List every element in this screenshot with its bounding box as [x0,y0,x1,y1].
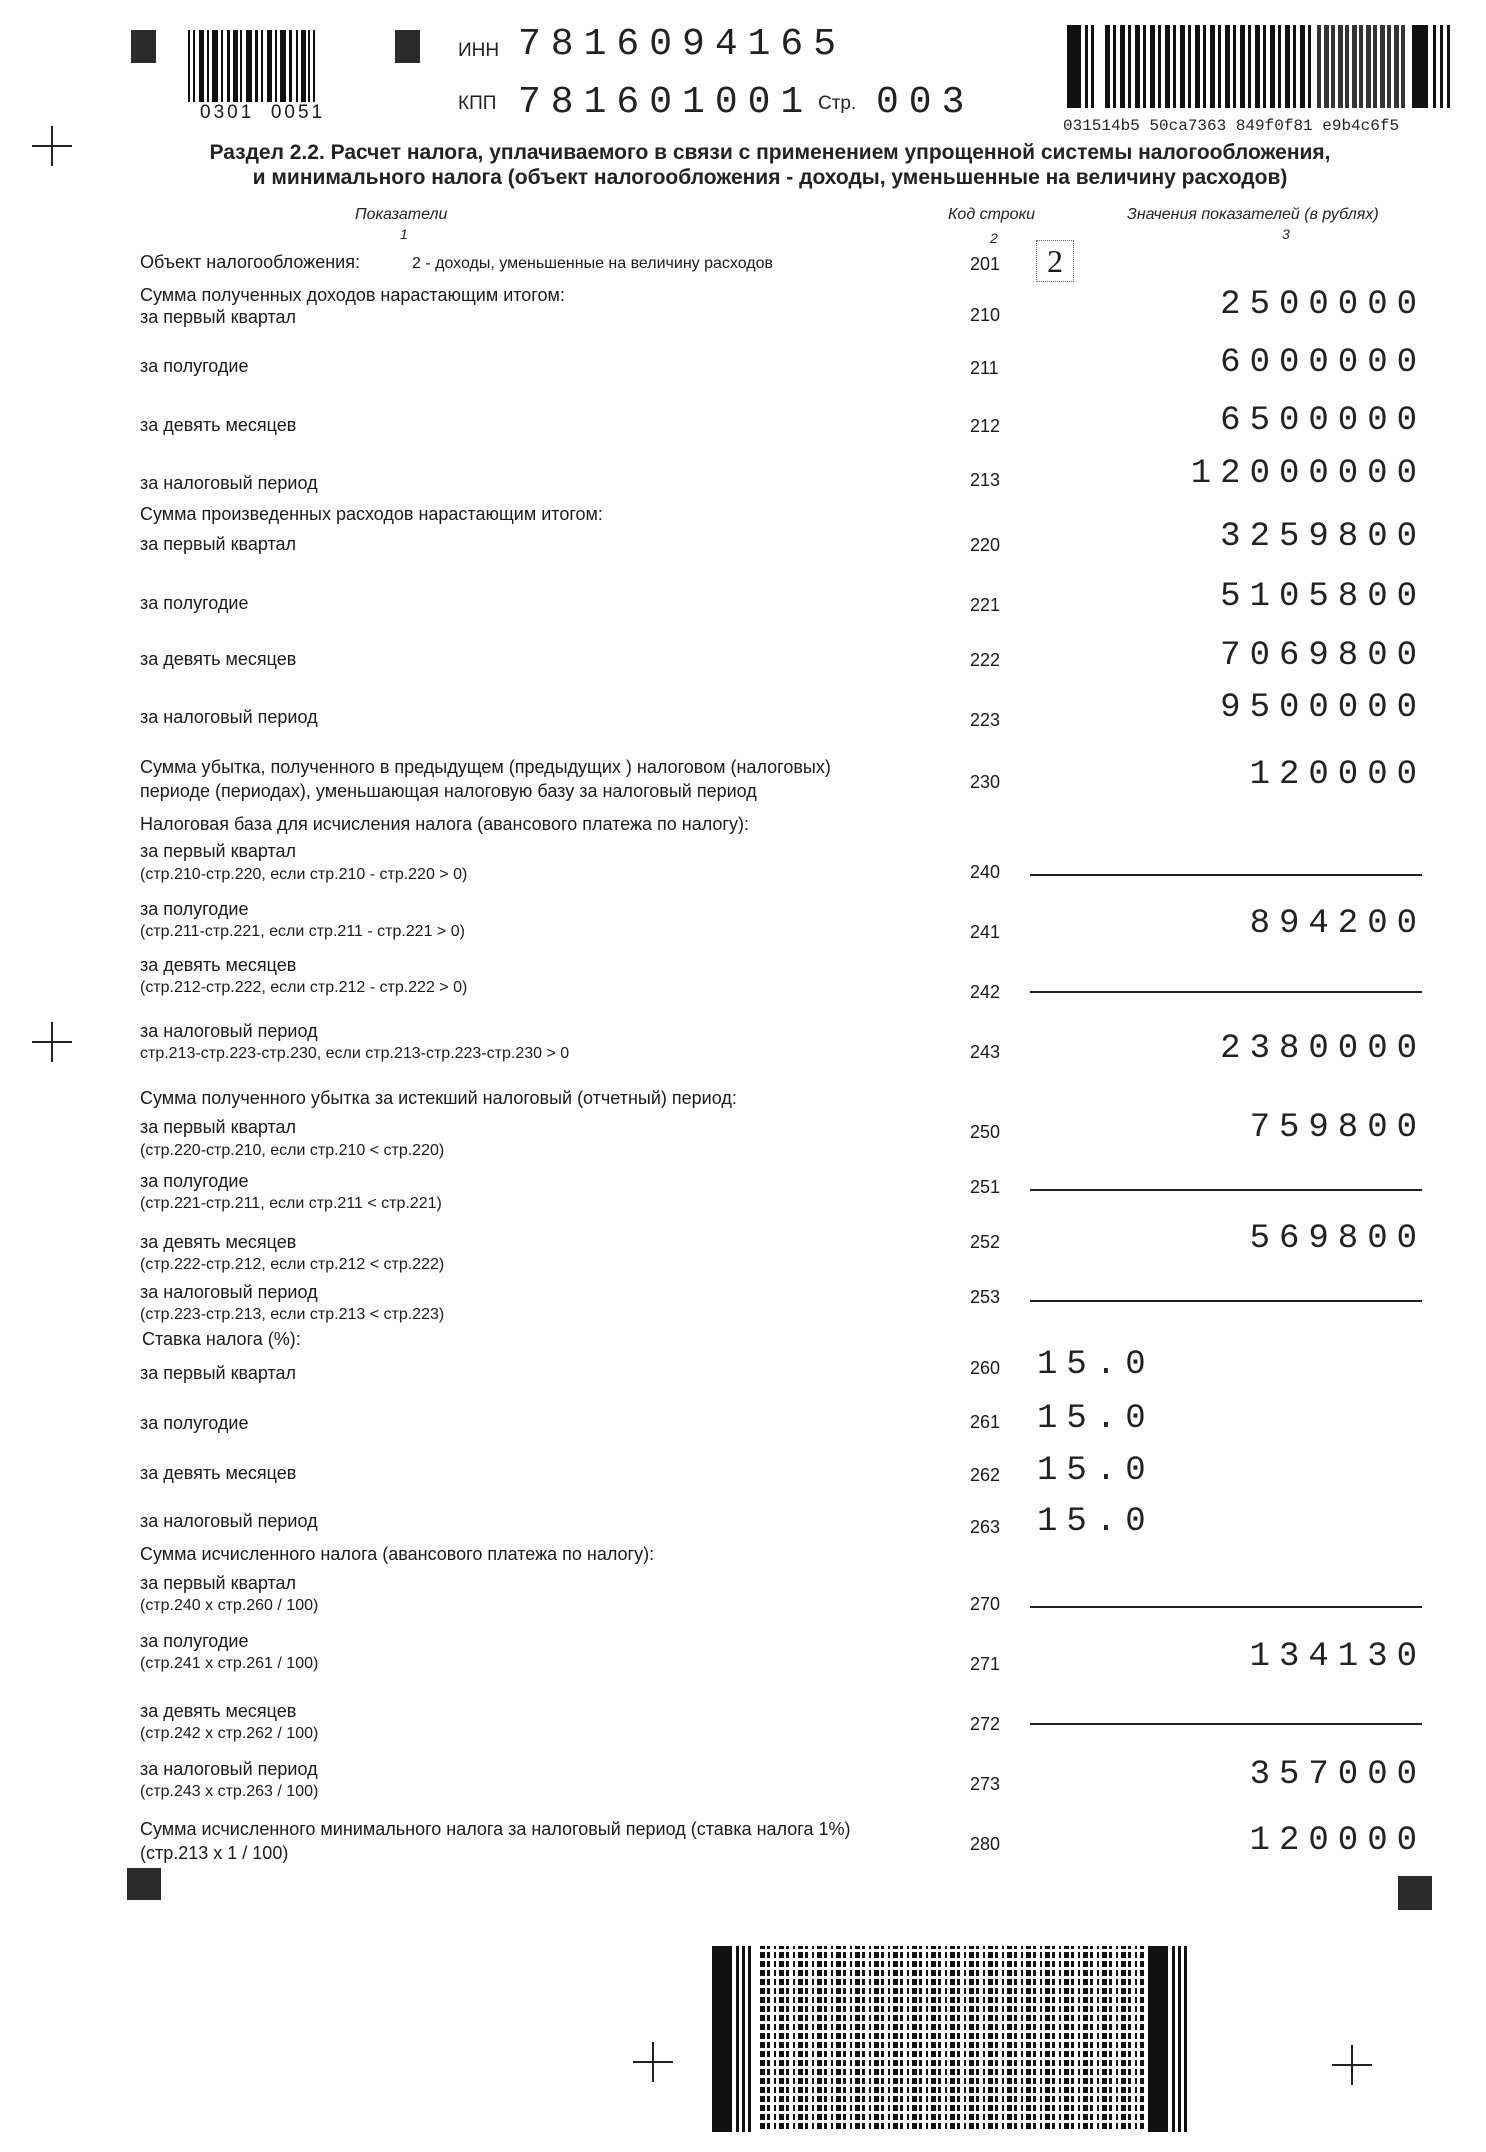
rate-row-label: за первый квартал [140,1363,297,1383]
row-code-250: 250 [970,1122,1001,1142]
crosshair-mark-mid-left [32,1022,72,1062]
crosshair-mark-bottom-mid [633,2042,673,2082]
barcode-number: 0301 0051 [200,102,326,123]
column-header-values: Значения показателей (в рублях) [1127,206,1379,223]
row-code-212: 212 [970,416,1001,436]
section-title-line1: Раздел 2.2. Расчет налога, уплачиваемого в связи с применением упрощенной системы налогообложения, [209,141,1331,164]
tax-base-row-label: за девять месяцев [140,955,297,975]
expenses-row-label: за полугодие [140,593,249,613]
row-code-260: 260 [970,1358,1001,1378]
row-code-221: 221 [970,595,1001,615]
tax-base-row-formula: (стр.212-стр.222, если стр.212 - стр.222 > 0) [140,979,468,996]
row-code-241: 241 [970,922,1001,942]
tax-base-row-formula: (стр.210-стр.220, если стр.210 - стр.220 > 0) [140,866,468,883]
row-code-240: 240 [970,862,1001,882]
row-code-261: 261 [970,1412,1001,1432]
rate-row-label: за девять месяцев [140,1463,297,1483]
expenses-h1-value[interactable]: 5105800 [1220,578,1426,616]
registration-mark-bottom-left [127,1868,161,1900]
registration-mark-top-mid [395,30,420,63]
pdf417-barcode-top [1067,25,1467,108]
tax-base-row-label: за первый квартал [140,841,297,861]
row-code-253: 253 [970,1287,1001,1307]
expenses-q1-value[interactable]: 3259800 [1220,518,1426,556]
rate-heading: Ставка налога (%): [142,1329,301,1349]
row-code-243: 243 [970,1042,1001,1062]
tax-base-row-label: за налоговый период [140,1021,318,1041]
object-value: 2 [1047,243,1063,279]
loss-current-row-label: за налоговый период [140,1282,318,1302]
tax-calc-row-label: за первый квартал [140,1573,297,1593]
object-label: Объект налогообложения: [140,252,360,272]
row-code-220: 220 [970,535,1001,555]
pdf417-barcode-bottom [712,1946,1194,2132]
linear-barcode [188,30,326,102]
row-code-272: 272 [970,1714,1001,1734]
tax-base-heading: Налоговая база для исчисления налога (авансового платежа по налогу): [140,814,749,834]
row-code-223: 223 [970,710,1001,730]
loss-current-9m-value[interactable]: 569800 [1249,1220,1426,1258]
expenses-9m-value[interactable]: 7069800 [1220,637,1426,675]
tax-calc-row-label: за налоговый период [140,1759,318,1779]
object-value-field[interactable] [1036,240,1074,282]
row-code-263: 263 [970,1517,1001,1537]
tax-calc-row-formula: (стр.242 х стр.262 / 100) [140,1725,319,1742]
expenses-row-label: за налоговый период [140,707,318,727]
rate-row-label: за полугодие [140,1413,249,1433]
page-number: 003 [876,81,975,124]
rate-row-label: за налоговый период [140,1511,318,1531]
loss-current-row-formula: (стр.220-стр.210, если стр.210 < стр.220) [140,1142,445,1159]
loss-current-row-formula: (стр.221-стр.211, если стр.211 < стр.221) [140,1195,442,1212]
tax-base-q1-empty-dash[interactable] [1030,874,1422,876]
income-row-label: за первый квартал [140,307,297,327]
column-number-2: 2 [990,230,998,246]
crosshair-mark-bottom-right [1332,2045,1372,2085]
income-heading: Сумма полученных доходов нарастающим итогом: [140,285,565,305]
inn-label: ИНН [458,40,500,61]
section-title-line2: и минимального налога (объект налогообложения - доходы, уменьшенные на величину расходов) [252,166,1288,189]
row-code-213: 213 [970,470,1001,490]
rate-q1-value[interactable]: 15.0 [1037,1346,1155,1384]
crosshair-mark-top-left [32,126,72,166]
expenses-year-value[interactable]: 9500000 [1220,689,1426,727]
min-tax-value[interactable]: 120000 [1249,1822,1426,1860]
rate-h1-value[interactable]: 15.0 [1037,1400,1155,1438]
column-number-1: 1 [400,226,408,242]
tax-calc-heading: Сумма исчисленного налога (авансового платежа по налогу): [140,1544,655,1564]
tax-base-9m-empty-dash[interactable] [1030,991,1422,993]
tax-calc-row-formula: (стр.243 х стр.263 / 100) [140,1783,319,1800]
expenses-row-label: за девять месяцев [140,649,297,669]
rate-9m-value[interactable]: 15.0 [1037,1452,1155,1490]
loss-current-q1-value[interactable]: 759800 [1249,1109,1426,1147]
loss-current-year-empty-dash[interactable] [1030,1300,1422,1302]
page-label: Стр. [818,93,857,114]
expenses-heading: Сумма произведенных расходов нарастающим итогом: [140,504,603,524]
row-code-222: 222 [970,650,1001,670]
rate-year-value[interactable]: 15.0 [1037,1503,1155,1541]
income-q1-value[interactable]: 2500000 [1220,286,1426,324]
tax-base-row-formula: стр.213-стр.223-стр.230, если стр.213-стр.223-стр.230 > 0 [140,1045,570,1062]
object-description: 2 - доходы, уменьшенные на величину расходов [412,255,773,272]
tax-base-year-value[interactable]: 2380000 [1220,1030,1426,1068]
registration-mark-top-left [131,30,156,63]
column-header-code: Код строки [948,206,1036,223]
min-tax-label-line2: (стр.213 х 1 / 100) [140,1843,289,1863]
tax-calc-row-label: за полугодие [140,1631,249,1651]
section-title [140,140,1400,190]
income-9m-value[interactable]: 6500000 [1220,402,1426,440]
loss-current-heading: Сумма полученного убытка за истекший налоговый (отчетный) период: [140,1088,737,1108]
tax-base-row-label: за полугодие [140,899,249,919]
column-header-indicators: Показатели [355,206,448,223]
row-code-230: 230 [970,772,1001,792]
inn-value: 7816094165 [518,23,847,66]
document-hash: 031514b5 50ca7363 849f0f81 e9b4c6f5 [1063,117,1400,135]
loss-current-row-formula: (стр.222-стр.212, если стр.212 < стр.222) [140,1256,445,1273]
row-code-271: 271 [970,1654,1001,1674]
row-code-252: 252 [970,1232,1001,1252]
tax-calc-h1-value[interactable]: 134130 [1249,1638,1426,1676]
registration-mark-bottom-right [1398,1876,1432,1910]
income-row-label: за полугодие [140,356,249,376]
income-row-label: за девять месяцев [140,415,297,435]
income-row-label: за налоговый период [140,473,318,493]
loss-current-row-label: за первый квартал [140,1117,297,1137]
income-year-value[interactable]: 12000000 [1190,455,1426,493]
row-code-262: 262 [970,1465,1001,1485]
loss-prev-label-line2: периоде (периодах), уменьшающая налоговую базу за налоговый период [140,781,757,801]
tax-calc-row-label: за девять месяцев [140,1701,297,1721]
loss-prev-label-line1: Сумма убытка, полученного в предыдущем (предыдущих ) налоговом (налоговых) [140,757,831,777]
tax-calc-q1-empty-dash[interactable] [1030,1606,1422,1608]
loss-prev-value[interactable]: 120000 [1249,756,1426,794]
tax-calc-row-formula: (стр.240 х стр.260 / 100) [140,1597,319,1614]
expenses-row-label: за первый квартал [140,534,297,554]
row-code-211: 211 [970,358,999,378]
tax-calc-row-formula: (стр.241 х стр.261 / 100) [140,1655,319,1672]
tax-calc-9m-empty-dash[interactable] [1030,1723,1422,1725]
row-code-242: 242 [970,982,1001,1002]
loss-current-row-label: за девять месяцев [140,1232,297,1252]
row-code-210: 210 [970,305,1001,325]
column-number-3: 3 [1282,226,1290,242]
tax-base-h1-value[interactable]: 894200 [1249,905,1426,943]
min-tax-label-line1: Сумма исчисленного минимального налога за налоговый период (ставка налога 1%) [140,1819,851,1839]
loss-current-row-label: за полугодие [140,1171,249,1191]
loss-current-row-formula: (стр.223-стр.213, если стр.213 < стр.223) [140,1306,445,1323]
kpp-label: КПП [458,93,497,114]
income-h1-value[interactable]: 6000000 [1220,344,1426,382]
loss-current-h1-empty-dash[interactable] [1030,1189,1422,1191]
row-code-273: 273 [970,1774,1001,1794]
row-code-201: 201 [970,254,1001,274]
kpp-value: 781601001 [518,81,814,124]
tax-calc-year-value[interactable]: 357000 [1249,1756,1426,1794]
row-code-251: 251 [970,1177,1001,1197]
row-code-270: 270 [970,1594,1001,1614]
tax-base-row-formula: (стр.211-стр.221, если стр.211 - стр.221 > 0) [140,923,465,940]
row-code-280: 280 [970,1834,1001,1854]
